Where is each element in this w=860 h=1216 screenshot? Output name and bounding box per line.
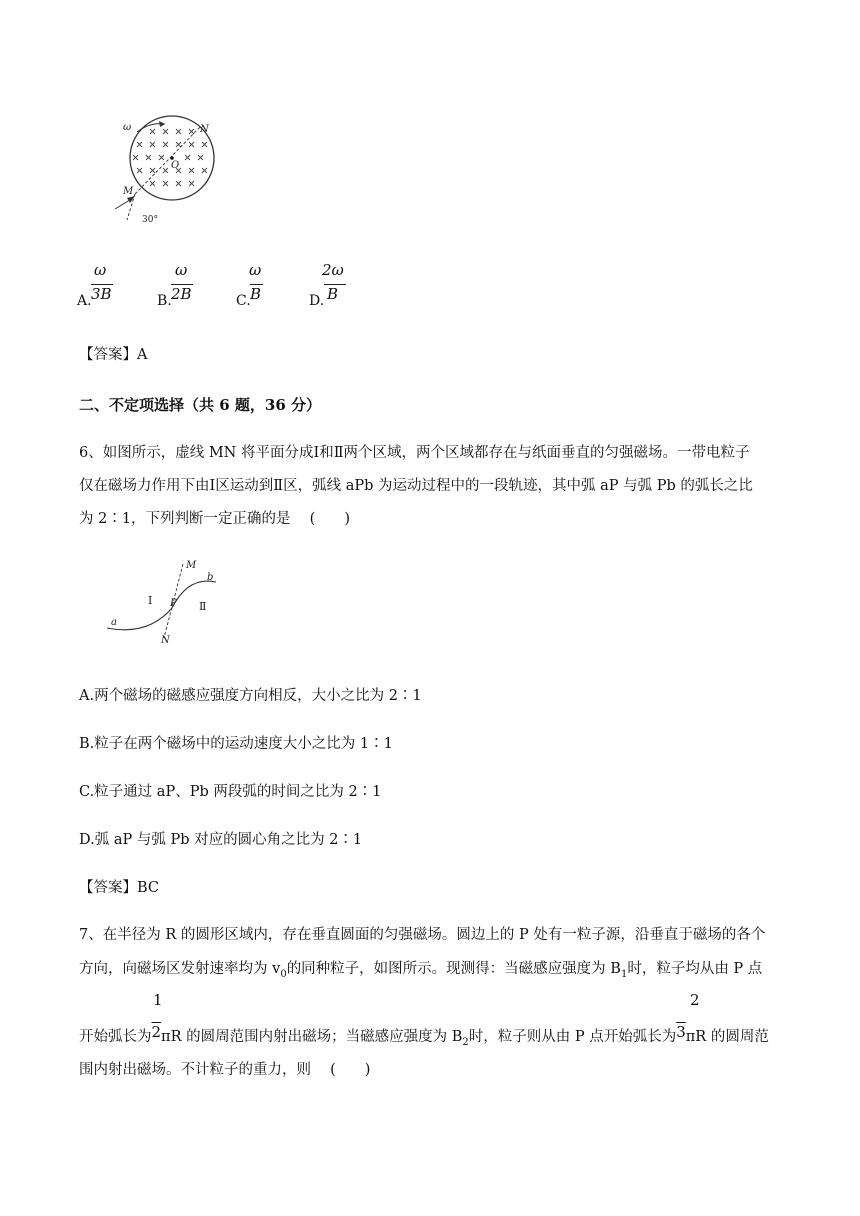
- q6-option-d: D.弧 aP 与弧 Pb 对应的圆心角之比为 2∶1: [79, 832, 363, 848]
- q7-stem-line-1: 7、在半径为 R 的圆形区域内，存在垂直圆面的匀强磁场。圆边上的 P 处有一粒子源，沿垂直于磁场的各个: [79, 927, 766, 943]
- n-label: N: [200, 124, 209, 135]
- option-c-denominator: B: [250, 285, 262, 303]
- m-label: M: [186, 560, 197, 571]
- region-1-label: Ⅰ: [148, 594, 153, 607]
- fraction-2-denominator: 3: [676, 1023, 686, 1041]
- option-c-numerator: ω: [249, 261, 262, 279]
- q6-stem-line-2: 仅在磁场力作用下由Ⅰ区运动到Ⅱ区，弧线 aPb 为运动过程中的一段轨迹，其中弧 aP 与弧 Pb 的弧长之比: [79, 478, 753, 494]
- q7-stem-line-3: 开始弧长为2πR 的圆周范围内射出磁场；当磁感应强度为 $B_2$时，粒子则从由 P 点开始弧长为3πR 的圆周范: [79, 1023, 769, 1048]
- a-label: a: [111, 617, 117, 628]
- option-d-denominator: B: [327, 285, 339, 303]
- q6-trajectory-figure: [100, 556, 230, 646]
- fraction-1-numerator: 1: [153, 991, 163, 1009]
- fraction-1-denominator: 2: [151, 1023, 162, 1041]
- o-label: O: [171, 160, 180, 171]
- q6-answer: 【答案】BC: [79, 880, 160, 896]
- option-a-label: A.: [77, 293, 92, 309]
- q6-stem-line-1: 6、如图所示，虚线 MN 将平面分成Ⅰ和Ⅱ两个区域，两个区域都存在与纸面垂直的匀强磁场。一带电粒子: [79, 445, 750, 461]
- m-label: M: [123, 186, 134, 197]
- q6-option-c: C.粒子通过 aP、Pb 两段弧的时间之比为 2∶1: [79, 784, 382, 800]
- q6-stem-line-3: 为 2∶1，下列判断一定正确的是 ( ): [79, 511, 350, 527]
- q5-magnetic-field-figure: [105, 112, 225, 227]
- section-2-title: 二、不定项选择（共 6 题，36 分）: [79, 396, 321, 414]
- q7-stem-line-4: 围内射出磁场。不计粒子的重力，则 ( ): [79, 1062, 371, 1078]
- region-2-label: Ⅱ: [199, 600, 207, 613]
- fraction-2-numerator: 2: [690, 991, 700, 1009]
- q5-answer: 【答案】A: [79, 347, 148, 363]
- option-b-numerator: ω: [175, 261, 188, 279]
- p-label: P: [170, 598, 177, 609]
- option-d-numerator: 2ω: [322, 261, 344, 279]
- omega-label: ω: [123, 122, 132, 133]
- n-label: N: [161, 635, 170, 646]
- option-a-numerator: ω: [94, 261, 107, 279]
- option-c-label: C.: [236, 293, 251, 309]
- option-b-denominator: 2B: [171, 285, 192, 303]
- option-d-label: D.: [309, 293, 325, 309]
- option-a-denominator: 3B: [91, 285, 112, 303]
- q6-option-b: B.粒子在两个磁场中的运动速度大小之比为 1∶1: [79, 736, 393, 752]
- option-b-label: B.: [157, 293, 172, 309]
- q6-option-a: A.两个磁场的磁感应强度方向相反，大小之比为 2∶1: [79, 688, 422, 704]
- q7-stem-line-2: 方向，向磁场区发射速率均为 $v_0$的同种粒子，如图所示。现测得：当磁感应强度为 $B_1$时，粒子均从由 P 点: [79, 961, 763, 980]
- b-label: b: [207, 572, 214, 583]
- angle-label: 30°: [142, 215, 158, 225]
